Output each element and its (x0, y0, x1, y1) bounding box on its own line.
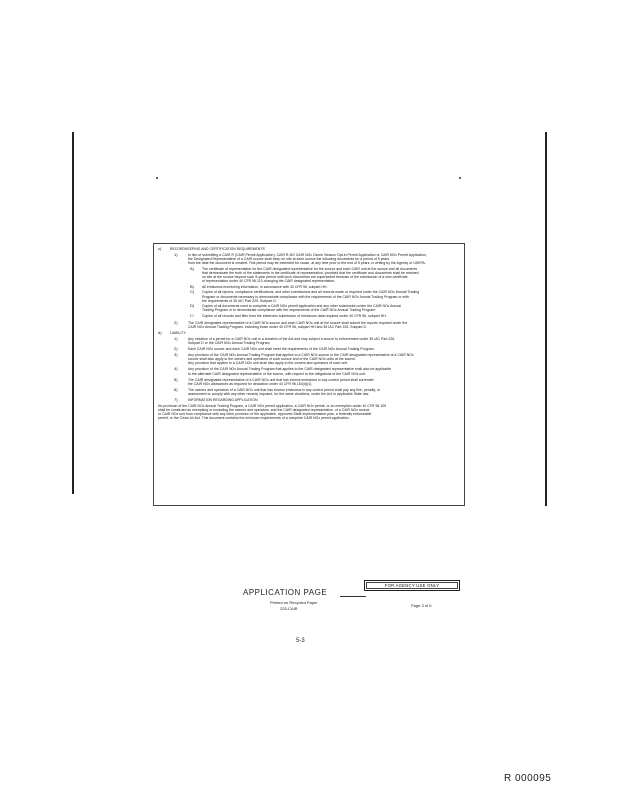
section-c-sub-marker: A) (190, 265, 194, 271)
right-margin-tick (546, 146, 547, 166)
agency-use-stamp-text: FOR AGENCY USE ONLY (384, 583, 440, 588)
section-d-item-number: 1) (174, 335, 178, 341)
section-c-item-text: The CAIR designated representative of a CAIR NOx source and each CAIR NOx unit at the source shall submit the reports required under the (188, 320, 408, 325)
application-page-blank (340, 596, 366, 597)
page-of-label: Page 3 of 6 (411, 603, 432, 608)
form-code: 225-CAIR (280, 606, 298, 611)
section-d-item-text: Any provision of the CAIR NOx Annual Trading Program that applies to the CAIR designated representative shall also be applicable (188, 367, 392, 372)
section-d-item-number: 5) (174, 376, 178, 382)
section-d-item-number: 7) (174, 397, 178, 402)
section-c-sub-marker: B) (190, 283, 194, 289)
section-c-sub-marker: C) (190, 289, 195, 295)
section-c-sub-marker: ☐ (190, 312, 194, 318)
section-c-sub-text: Copies of all documents used to complete a CAIR NOx permit application and any other submission under the CAIR NOx Annual (202, 304, 402, 309)
section-c-sub-text: of representation under 40 CFR 96.113 changing the CAIR designated representative. (202, 279, 336, 284)
section-c-marker: c) (158, 246, 162, 251)
section-d-item-text: INFORMATION REGARDING APPLICATION (188, 398, 258, 402)
scan-speck (459, 177, 461, 179)
section-c-heading: RECORDKEEPING AND CERTIFICATION REQUIREMENTS (170, 247, 265, 251)
page-number: 5-3 (296, 638, 305, 644)
form-content-box (153, 243, 465, 506)
left-margin-line (72, 132, 74, 494)
section-c-sub-marker: D) (190, 303, 195, 309)
section-d-heading: LIABILITY (170, 331, 186, 336)
section-d-item-number: 2) (174, 346, 178, 351)
section-d-item-text: Any violation of a permit for a CAIR NOx unit is a violation of the Act and may subject a source to enforcement under 35 IAC Part 225, (188, 336, 396, 341)
printed-on-recycled-paper: Printed on Recycled Paper (270, 600, 318, 605)
agency-use-stamp (364, 580, 460, 591)
section-d-item-text: assessment or comply with any other remedy imposed, for the same violations, under the Act or applicable State law. (188, 391, 370, 396)
section-d-item-text: source shall also apply to the owners and operators of such source and of the CAIR NOx units at the source. (188, 357, 357, 362)
section-d-item-text: to the alternate CAIR designated representative of the source, with respect to the obligations of the CAIR NOx unit. (188, 371, 367, 376)
section-d-item-text: the CAIR NOx allowances as required for deduction under 40 CFR 96.154(d)(1). (188, 381, 313, 386)
section-c-item-text: the Designated Representative of a CAIR source shall keep on site at each source the following documents for a period of 5 years (188, 257, 390, 262)
section-d-item-text: Any provision of the CAIR NOx Annual Trading Program that applies to a CAIR NOx source or the CAIR designated representative of a CAIR NOx (188, 353, 414, 358)
section-c-sub-text: All emissions monitoring information, in accordance with 40 CFR 96, subpart HH. (202, 284, 328, 289)
section-c-item-text: In lieu of submitting a CAIR R (CAIR Permit Application), CAIR R-NO CAIR NOx Ozone Season Opt-in Permit Application or CAIR NOx Permit Application, (188, 253, 427, 258)
section-d-item-number: 4) (174, 366, 178, 372)
section-c-sub-text: Copies of all records and files from the electronic submission of emissions data required under 40 CFR 96, subpart HH. (202, 313, 387, 318)
section-d-item-text: The owners and operators of a CAIR NOx unit that has excess emissions in any control period shall pay any fine, penalty, or (188, 387, 381, 392)
section-d-item-text: Subpart D or the CAIR NOx Annual Trading Program. (188, 340, 271, 345)
closing-paragraph-line: shall be construed as exempting or excluding the owners and operators, and the CAIR designated representative, of a CAIR NOx source (158, 408, 370, 413)
closing-paragraph-line: No provision of the CAIR NOx Annual Trading Program, a CAIR NOx permit application, a CAIR NOx permit, or an exemption under 40 CFR 96.105 (158, 404, 387, 409)
section-c-sub-text: on site at the source beyond such 5-year period until such documents are superseded because of the submission of a new certificate (202, 275, 408, 280)
section-c-item-number: 2) (174, 319, 178, 325)
right-margin-line (545, 132, 547, 506)
closing-paragraph-line: permit, or the Clean Air Act. This document contains the minimum requirements of a complete CAIR NOx permit application. (158, 416, 350, 421)
section-d-item-text: Any provision that applies to a CAIR NOx unit shall also apply to the owners and operators of such unit. (188, 361, 349, 366)
application-page-label: APPLICATION PAGE (243, 588, 328, 597)
section-c-item-text: CAIR NOx Annual Trading Program, including those under 40 CFR 96, subpart HH and 35 IAC Part 225, Subpart D. (188, 324, 367, 329)
section-d-item-number: 3) (174, 352, 178, 358)
section-c-item-text: from the date the document is created. This period may be extended for cause, at any time prior to the end of 5 years, in writing by the Agency or USEPA. (188, 261, 426, 266)
section-d-item-text: Each CAIR NOx source and each CAIR NOx unit shall meet the requirements of the CAIR NOx Annual Trading Program. (188, 347, 375, 351)
section-c-sub-text: Copies of all reports, compliance certifications, and other submissions and all records made or required under the CAIR NOx Annual Trading (202, 290, 420, 295)
section-c-sub-text: the requirements of 35 IAC Part 225, Subpart D. (202, 298, 277, 303)
section-d-item-number: 6) (174, 386, 178, 392)
section-c-item-number: 1) (174, 252, 178, 258)
section-d-item-text: The CAIR designated representative of a CAIR NOx unit that has excess emissions in any control period shall surrender (188, 377, 374, 382)
agency-use-stamp-border (366, 582, 458, 589)
section-d-marker: d) (158, 330, 162, 336)
section-c-sub-text: Program or documents necessary to demonstrate compliance with the requirements of the CAIR NOx Annual Trading Program or with (202, 294, 409, 299)
bates-number: R 000095 (504, 773, 552, 784)
section-c-sub-text: that demonstrate the truth of the statements in the certificate of representation; provided that the certificate and documents shall be retained (202, 271, 419, 275)
closing-paragraph-line: or CAIR NOx unit from compliance with any other provision of the applicable, approved State implementation plan, a federally enforceable (158, 412, 372, 417)
section-c-sub-text: The certificate of representation for the CAIR designated representative for the source and each CAIR unit at the source and all documents (202, 266, 418, 271)
section-c-sub-text: Trading Program or to demonstrate compliance with the requirements of the CAIR NOx Annual Trading Program. (202, 308, 377, 313)
scan-speck (156, 177, 158, 179)
